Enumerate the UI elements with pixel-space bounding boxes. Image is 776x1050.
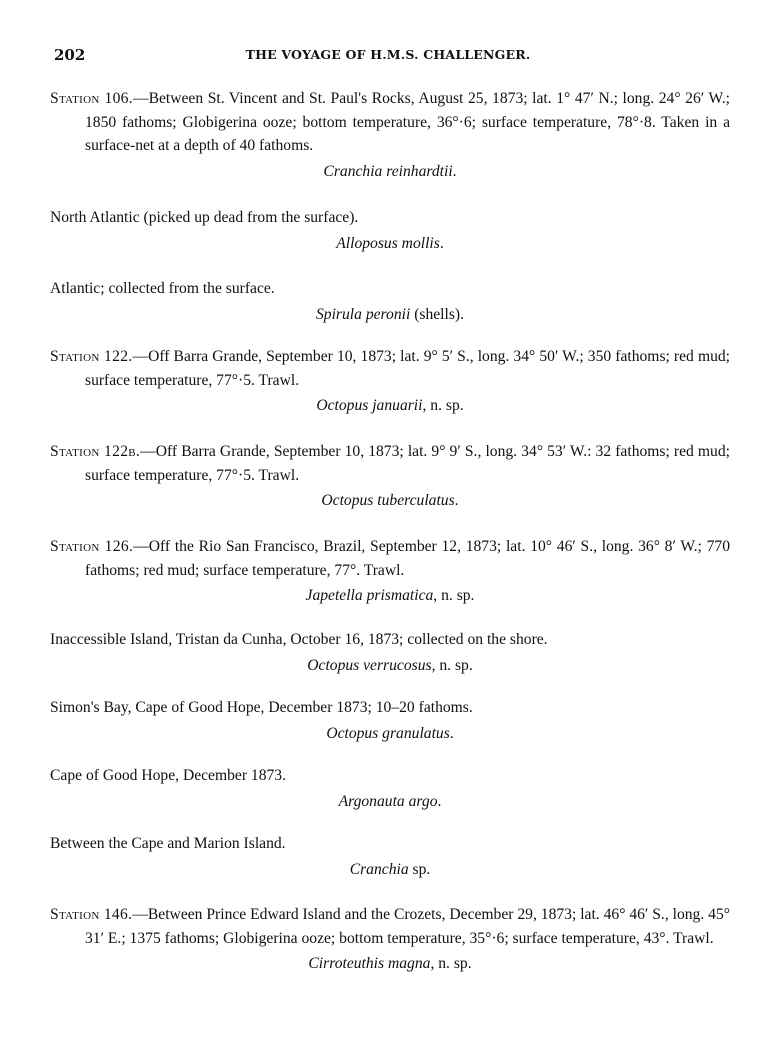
entry-text: Cape of Good Hope, December 1873. xyxy=(50,767,287,784)
species-name: Octopus januarii xyxy=(316,397,423,414)
page-header xyxy=(54,46,722,68)
locality-entry xyxy=(50,277,730,326)
entry-text: Station 106.—Between St. Vincent and St. Paul's Rocks, August 25, 1873; lat. 1° 47′ N.; long. 24° 26′ W.; 1850 fathoms; Globigerina ooze; bottom temperature, 36°·6; surface temperature, 78°·8. Taken in a surface-net at a depth of 40 fathoms. xyxy=(50,90,730,154)
species-name: Argonauta argo xyxy=(338,792,438,810)
species-name: Cranchia xyxy=(349,860,409,878)
locality-entry xyxy=(50,206,730,255)
entry-text: North Atlantic (picked up dead from the surface). xyxy=(50,209,359,226)
species-line: Octopus januarii, n. sp. xyxy=(316,397,464,414)
station-entry xyxy=(50,440,730,513)
page-number: 202 xyxy=(54,46,86,64)
species-line: Cranchia reinhardtii. xyxy=(323,162,457,180)
species-line: Cranchia sp. xyxy=(349,860,431,878)
station-label: Station 146. xyxy=(50,906,133,923)
species-line: Alloposus mollis. xyxy=(336,234,444,252)
species-name: Cranchia reinhardtii xyxy=(323,162,453,180)
species-line: Octopus granulatus. xyxy=(326,724,454,742)
species-line: Japetella prismatica, n. sp. xyxy=(305,587,475,604)
station-label: Station 122. xyxy=(50,348,133,365)
running-title: THE VOYAGE OF H.M.S. CHALLENGER. xyxy=(245,47,531,62)
station-entry xyxy=(50,903,730,976)
species-name: Octopus verrucosus xyxy=(307,656,432,674)
entry-text: Atlantic; collected from the surface. xyxy=(50,280,275,297)
species-line: Cirroteuthis magna, n. sp. xyxy=(308,955,472,972)
station-entry xyxy=(50,345,730,418)
entry-text: Station 146.—Between Prince Edward Island and the Crozets, December 29, 1873; lat. 46° 46′ S., long. 45° 31′ E.; 1375 fathoms; Globigerina ooze; bottom temperature, 35°·6; surface temperature, 43°. Trawl. xyxy=(50,906,730,947)
entry-text: Simon's Bay, Cape of Good Hope, December 1873; 10–20 fathoms. xyxy=(50,699,473,716)
species-name: Cirroteuthis magna xyxy=(308,955,431,972)
locality-entry xyxy=(50,628,730,677)
entry-text: Between the Cape and Marion Island. xyxy=(50,835,286,852)
entry-text: Station 122.—Off Barra Grande, September 10, 1873; lat. 9° 5′ S., long. 34° 50′ W.; 350 fathoms; red mud; surface temperature, 77°·5. Trawl. xyxy=(50,348,730,389)
species-line: Argonauta argo. xyxy=(338,792,442,810)
species-name: Octopus granulatus xyxy=(326,724,450,742)
entry-text: Station 122b.—Off Barra Grande, September 10, 1873; lat. 9° 9′ S., long. 34° 53′ W.: 32 fathoms; red mud; surface temperature, 77°·5. Trawl. xyxy=(50,443,730,484)
species-line: Octopus tuberculatus. xyxy=(321,492,459,509)
locality-entry xyxy=(50,764,730,813)
species-line: Spirula peronii (shells). xyxy=(316,305,464,323)
species-name: Alloposus mollis xyxy=(336,234,440,252)
entry-text: Station 126.—Off the Rio San Francisco, Brazil, September 12, 1873; lat. 10° 46′ S., long. 36° 8′ W.; 770 fathoms; red mud; surface temperature, 77°. Trawl. xyxy=(50,538,730,579)
station-label: Station 122b. xyxy=(50,443,141,460)
station-entry xyxy=(50,535,730,608)
station-entry xyxy=(50,87,730,183)
species-name: Japetella prismatica xyxy=(305,587,434,604)
locality-entry xyxy=(50,832,730,881)
species-name: Spirula peronii xyxy=(316,305,411,323)
station-label: Station 106. xyxy=(50,90,133,107)
species-name: Octopus tuberculatus xyxy=(321,492,455,509)
species-line: Octopus verrucosus, n. sp. xyxy=(307,656,473,674)
locality-entry xyxy=(50,696,730,745)
entry-text: Inaccessible Island, Tristan da Cunha, October 16, 1873; collected on the shore. xyxy=(50,631,548,648)
station-label: Station 126. xyxy=(50,538,134,555)
